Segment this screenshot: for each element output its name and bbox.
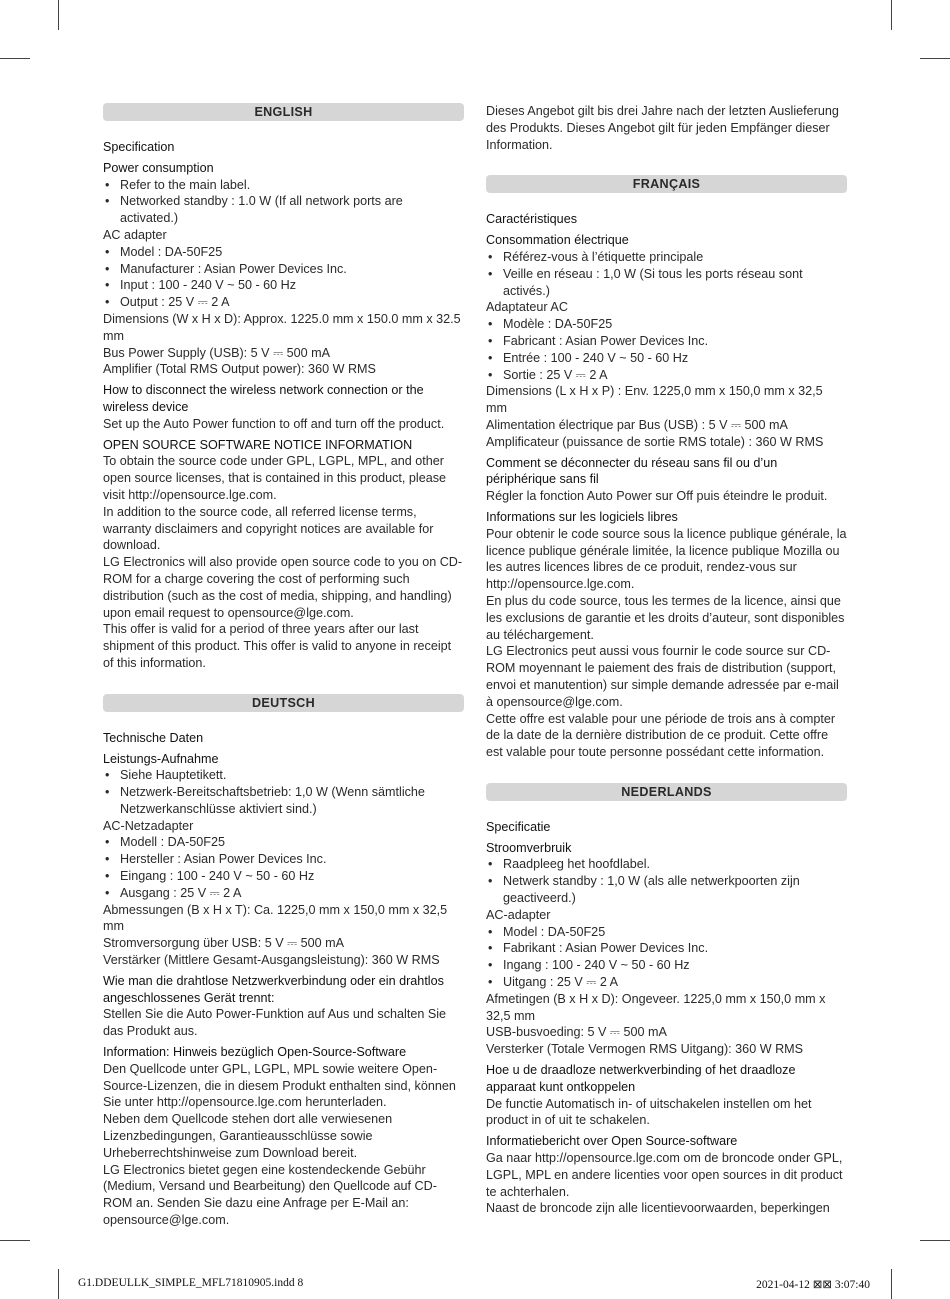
spec-title: Technische Daten bbox=[103, 730, 204, 745]
section-deutsch bbox=[103, 694, 464, 1229]
crop-mark bbox=[58, 1269, 59, 1299]
list-item: • Output : 25 V ⎓ 2 A bbox=[103, 294, 464, 311]
oss-paragraph: Neben dem Quellcode stehen dort alle verwiesenen Lizenzbedingungen, Garantieausschlüsse sowie Urheberrechtshinweise zum Download bereit. bbox=[103, 1112, 393, 1160]
footer-timestamp: 2021-04-12 ⊠⊠ 3:07:40 bbox=[756, 1279, 870, 1291]
spec-title: Specificatie bbox=[486, 819, 551, 834]
list-item: • Modèle : DA-50F25 bbox=[486, 316, 847, 333]
list-item: • Entrée : 100 - 240 V ~ 50 - 60 Hz bbox=[486, 350, 847, 367]
oss-title: OPEN SOURCE SOFTWARE NOTICE INFORMATION bbox=[103, 437, 413, 452]
spec-title: Specification bbox=[103, 140, 175, 154]
adapter-list bbox=[486, 316, 847, 383]
oss-title: Informations sur les logiciels libres bbox=[486, 509, 678, 524]
power-list bbox=[103, 767, 464, 817]
footer-filename: G1.DDEULLK_SIMPLE_MFL71810905.indd 8 bbox=[78, 1277, 304, 1289]
oss-paragraph: LG Electronics bietet gegen eine kostendeckende Gebühr (Medium, Versand und Bearbeitung) den Quellcode auf CD-ROM an. Senden Sie dazu eine Anfrage per E-Mail an: opensource@lge.com. bbox=[103, 1162, 437, 1228]
list-item: • Model : DA-50F25 bbox=[486, 924, 847, 941]
left-column bbox=[103, 103, 464, 1229]
amplifier: Verstärker (Mittlere Gesamt-Ausgangsleistung): 360 W RMS bbox=[103, 953, 440, 968]
usb-power: Stromversorgung über USB: 5 V ⎓ 500 mA bbox=[103, 936, 345, 951]
power-title: Consommation électrique bbox=[486, 233, 629, 248]
power-list bbox=[103, 177, 464, 227]
list-item: • Model : DA-50F25 bbox=[103, 244, 464, 261]
list-item: • Siehe Hauptetikett. bbox=[103, 767, 464, 784]
oss-paragraph: In addition to the source code, all referred license terms, warranty disclaimers and copyright notices are available for download. bbox=[103, 504, 434, 553]
list-item: • Netwerk standby : 1,0 W (als alle netwerkpoorten zijn geactiveerd.) bbox=[486, 873, 847, 907]
list-item: • Ausgang : 25 V ⎓ 2 A bbox=[103, 885, 464, 902]
list-item: • Refer to the main label. bbox=[103, 177, 464, 194]
wireless-title: Comment se déconnecter du réseau sans fil ou d’un périphérique sans fil bbox=[486, 455, 778, 487]
list-item: • Networked standby : 1.0 W (If all network ports are activated.) bbox=[103, 193, 464, 227]
section-nederlands bbox=[486, 783, 847, 1217]
wireless-title: Hoe u de draadloze netwerkverbinding of het draadloze apparaat kunt ontkoppelen bbox=[486, 1063, 796, 1094]
adapter-title: AC-Netzadapter bbox=[103, 818, 194, 833]
power-title: Leistungs-Aufnahme bbox=[103, 751, 219, 766]
section-francais bbox=[486, 175, 847, 761]
wireless-text: De functie Automatisch in- of uitschakelen instellen om het product in of uit te schakelen. bbox=[486, 1096, 812, 1128]
power-list bbox=[486, 856, 847, 906]
oss-paragraph: Pour obtenir le code source sous la licence publique générale, la licence publique générale limitée, la licence publique Mozilla ou les autres licences libres de ce produit, rendez-vous sur http://opensource.lge.com. bbox=[486, 526, 847, 592]
oss-title: Informatiebericht over Open Source-software bbox=[486, 1134, 738, 1149]
power-list bbox=[486, 249, 847, 299]
crop-mark bbox=[891, 1269, 892, 1299]
list-item: • Veille en réseau : 1,0 W (Si tous les ports réseau sont activés.) bbox=[486, 266, 847, 300]
amplifier: Amplificateur (puissance de sortie RMS totale) : 360 W RMS bbox=[486, 434, 824, 449]
spec-title: Caractéristiques bbox=[486, 212, 577, 227]
amplifier: Amplifier (Total RMS Output power): 360 W RMS bbox=[103, 362, 376, 377]
usb-power: Alimentation électrique par Bus (USB) : 5 V ⎓ 500 mA bbox=[486, 417, 788, 432]
right-column bbox=[486, 103, 847, 1217]
crop-mark bbox=[920, 58, 950, 59]
wireless-title: Wie man die drahtlose Netzwerkverbindung oder ein drahtlos angeschlossenes Gerät trennt: bbox=[103, 973, 444, 1005]
oss-paragraph: Dieses Angebot gilt bis drei Jahre nach der letzten Auslieferung des Produkts. Dieses Angebot gilt für jeden Empfänger dieser Information. bbox=[486, 104, 839, 152]
oss-paragraph: LG Electronics peut aussi vous fournir le code source sur CD-ROM moyennant le paiement des frais de distribution (support, envoi et manutention) sur simple demande adressée par e-mail à opensource@lge.com. bbox=[486, 644, 839, 709]
adapter-title: Adaptateur AC bbox=[486, 300, 568, 315]
adapter-list bbox=[103, 244, 464, 311]
crop-mark bbox=[58, 0, 59, 30]
oss-paragraph: Naast de broncode zijn alle licentievoorwaarden, beperkingen bbox=[486, 1201, 830, 1216]
crop-mark bbox=[0, 1240, 30, 1241]
power-title: Stroomverbruik bbox=[486, 840, 572, 855]
adapter-title: AC adapter bbox=[103, 227, 167, 242]
oss-paragraph: En plus du code source, tous les termes de la licence, ainsi que les exclusions de garantie et les droits d’auteur, sont disponibles au téléchargement. bbox=[486, 593, 845, 642]
section-english bbox=[103, 103, 464, 672]
list-item: • Sortie : 25 V ⎓ 2 A bbox=[486, 367, 847, 384]
usb-power: Bus Power Supply (USB): 5 V ⎓ 500 mA bbox=[103, 345, 331, 360]
power-title: Power consumption bbox=[103, 160, 214, 175]
list-item: • Référez-vous à l’étiquette principale bbox=[486, 249, 847, 266]
list-item: • Raadpleeg het hoofdlabel. bbox=[486, 856, 847, 873]
usb-power: USB-busvoeding: 5 V ⎓ 500 mA bbox=[486, 1025, 667, 1040]
oss-paragraph: To obtain the source code under GPL, LGPL, MPL, and other open source licenses, that is contained in this product, please visit http://opensource.lge.com. bbox=[103, 454, 447, 502]
adapter-title: AC-adapter bbox=[486, 907, 551, 922]
oss-paragraph: Den Quellcode unter GPL, LGPL, MPL sowie weitere Open-Source-Lizenzen, die in diesem Produkt enthalten sind, können Sie unter http://opensource.lge.com herunterladen. bbox=[103, 1061, 456, 1110]
amplifier: Versterker (Totale Vermogen RMS Uitgang): 360 W RMS bbox=[486, 1042, 804, 1057]
crop-mark bbox=[0, 58, 30, 59]
list-item: • Netzwerk-Bereitschaftsbetrieb: 1,0 W (Wenn sämtliche Netzwerkanschlüsse aktiviert sind.) bbox=[103, 784, 464, 818]
oss-paragraph: LG Electronics will also provide open source code to you on CD-ROM for a charge covering the cost of performing such distribution (such as the cost of media, shipping, and handling) upon email request to opensource@lge.com. bbox=[103, 555, 463, 620]
oss-paragraph: Cette offre est valable pour une période de trois ans à compter de la date de la dernière distribution de ce produit. Cette offre est valable pour toute personne possédant cette information. bbox=[486, 711, 836, 760]
dimensions: Dimensions (W x H x D): Approx. 1225.0 mm x 150.0 mm x 32.5 mm bbox=[103, 311, 461, 343]
list-item: • Fabricant : Asian Power Devices Inc. bbox=[486, 333, 847, 350]
crop-mark bbox=[891, 0, 892, 30]
dimensions: Dimensions (L x H x P) : Env. 1225,0 mm x 150,0 mm x 32,5 mm bbox=[486, 384, 823, 416]
wireless-title: How to disconnect the wireless network connection or the wireless device bbox=[103, 383, 424, 414]
section-heading: FRANÇAIS bbox=[486, 175, 847, 193]
section-heading: DEUTSCH bbox=[103, 694, 464, 712]
list-item: • Modell : DA-50F25 bbox=[103, 834, 464, 851]
list-item: • Input : 100 - 240 V ~ 50 - 60 Hz bbox=[103, 277, 464, 294]
crop-mark bbox=[920, 1240, 950, 1241]
oss-title: Information: Hinweis bezüglich Open-Source-Software bbox=[103, 1045, 407, 1060]
oss-paragraph: Ga naar http://opensource.lge.com om de broncode onder GPL, LGPL, MPL en andere licenties voor open sources in dit product te achterhalen. bbox=[486, 1151, 843, 1199]
adapter-list bbox=[103, 834, 464, 901]
dimensions: Abmessungen (B x H x T): Ca. 1225,0 mm x 150,0 mm x 32,5 mm bbox=[103, 902, 448, 934]
adapter-list bbox=[486, 924, 847, 991]
list-item: • Ingang : 100 - 240 V ~ 50 - 60 Hz bbox=[486, 957, 847, 974]
oss-paragraph: This offer is valid for a period of three years after our last shipment of this product. This offer is valid to anyone in receipt of this information. bbox=[103, 622, 452, 670]
wireless-text: Régler la fonction Auto Power sur Off puis éteindre le produit. bbox=[486, 489, 828, 504]
list-item: • Manufacturer : Asian Power Devices Inc. bbox=[103, 261, 464, 278]
wireless-text: Stellen Sie die Auto Power-Funktion auf Aus und schalten Sie das Produkt aus. bbox=[103, 1007, 447, 1039]
list-item: • Fabrikant : Asian Power Devices Inc. bbox=[486, 940, 847, 957]
list-item: • Uitgang : 25 V ⎓ 2 A bbox=[486, 974, 847, 991]
dimensions: Afmetingen (B x H x D): Ongeveer. 1225,0 mm x 150,0 mm x 32,5 mm bbox=[486, 991, 826, 1023]
list-item: • Eingang : 100 - 240 V ~ 50 - 60 Hz bbox=[103, 868, 464, 885]
section-heading: ENGLISH bbox=[103, 103, 464, 121]
list-item: • Hersteller : Asian Power Devices Inc. bbox=[103, 851, 464, 868]
wireless-text: Set up the Auto Power function to off and turn off the product. bbox=[103, 416, 445, 431]
section-heading: NEDERLANDS bbox=[486, 783, 847, 801]
